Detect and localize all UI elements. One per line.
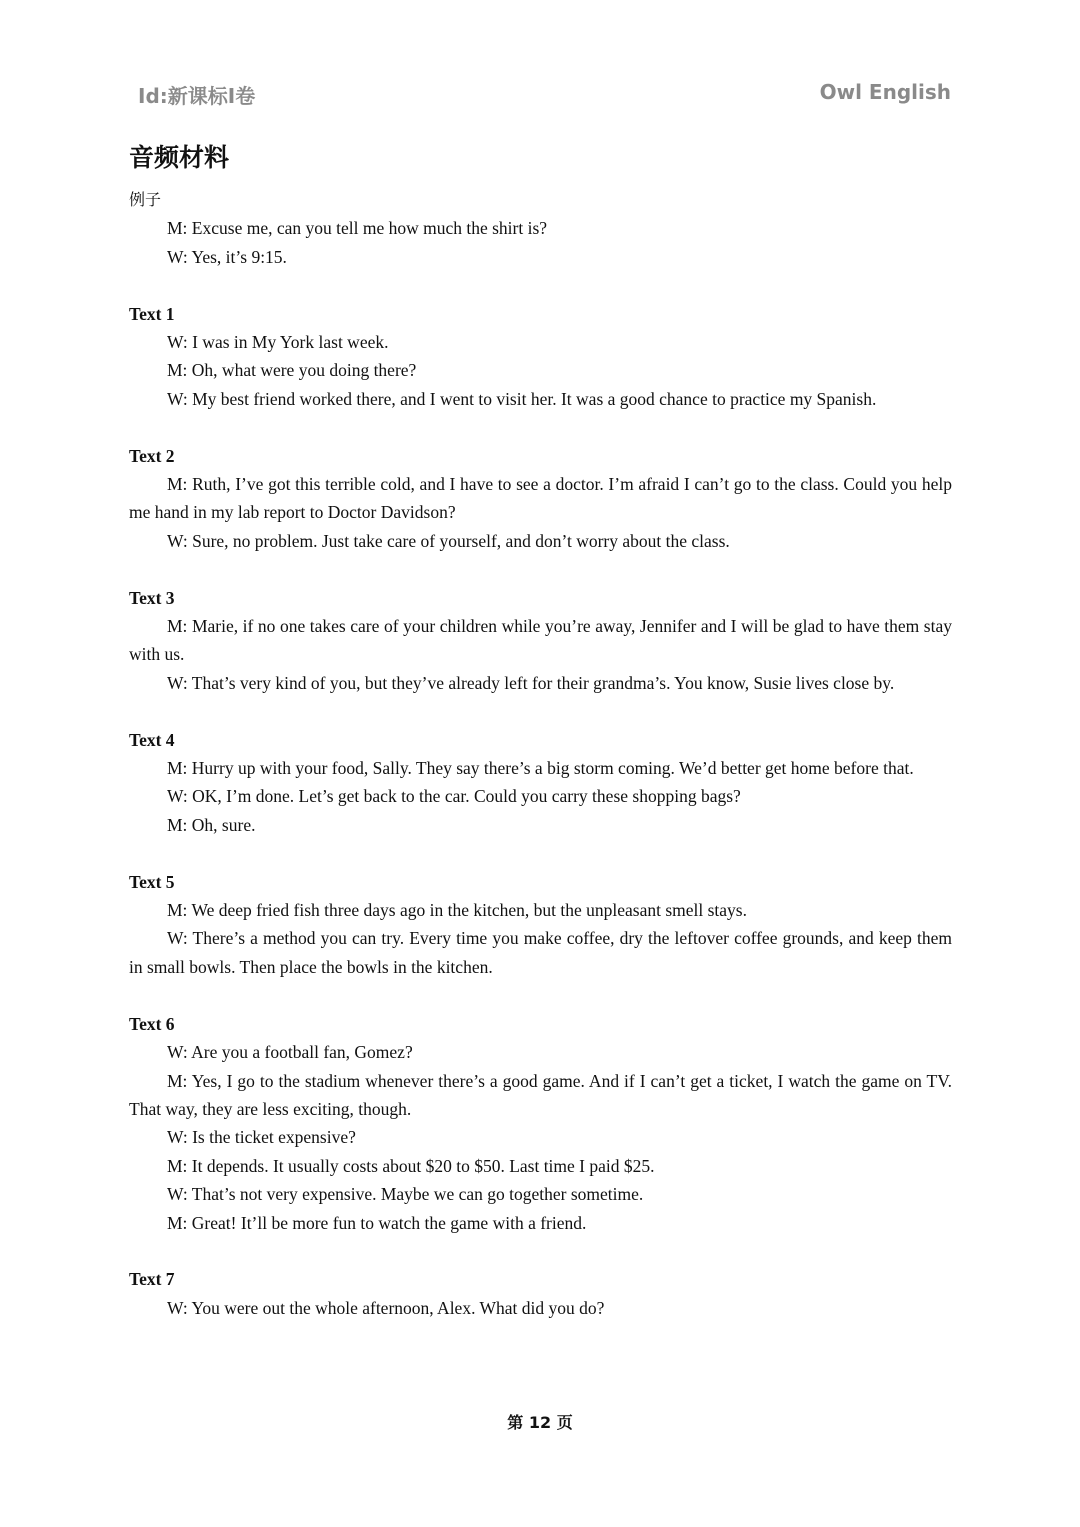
dialogue-line: M: Ruth, I’ve got this terrible cold, and I have to see a doctor. I’m afraid I can’t go to the class. Could you help me hand in my lab report to Doctor Davidson? [129,474,952,523]
dialogue-line: M: Great! It’ll be more fun to watch the game with a friend. [167,1212,587,1233]
text-section-6 [129,1010,952,1237]
dialogue-line: M: Oh, sure. [167,814,256,835]
section-title: Text 7 [129,1269,175,1290]
header-right-brand: Owl English [819,80,951,104]
dialogue-line: W: Are you a football fan, Gomez? [167,1042,413,1063]
text-section-5 [129,868,952,982]
section-title: Text 2 [129,445,175,466]
text-section-2 [129,442,952,556]
dialogue-line: W: That’s very kind of you, but they’ve already left for their grandma’s. You know, Susie lives close by. [167,672,895,693]
dialogue-line: W: Yes, it’s 9:15. [167,246,287,267]
example-label: 例子 [129,190,162,209]
dialogue-line: M: Marie, if no one takes care of your children while you’re away, Jennifer and I will be glad to have them stay with us. [129,616,952,665]
dialogue-line: M: Hurry up with your food, Sally. They say there’s a big storm coming. We’d better get home before that. [167,758,914,779]
text-section-4 [129,726,952,840]
text-section-3 [129,584,952,698]
dialogue-line: M: We deep fried fish three days ago in the kitchen, but the unpleasant smell stays. [167,900,747,921]
section-title: Text 5 [129,871,175,892]
dialogue-line: M: Oh, what were you doing there? [167,360,417,381]
transcript-body [129,186,952,1322]
section-title: Text 6 [129,1013,175,1034]
section-title: Text 3 [129,587,175,608]
dialogue-line: M: Excuse me, can you tell me how much the shirt is? [167,218,548,239]
dialogue-line: M: It depends. It usually costs about $20 to $50. Last time I paid $25. [167,1155,655,1176]
dialogue-line: W: You were out the whole afternoon, Alex. What did you do? [167,1297,605,1318]
section-title: Text 1 [129,303,175,324]
dialogue-line: W: My best friend worked there, and I went to visit her. It was a good chance to practice my Spanish. [167,388,877,409]
text-section-1 [129,300,952,414]
dialogue-line: W: There’s a method you can try. Every time you make coffee, dry the leftover coffee grounds, and keep them in small bowls. Then place the bowls in the kitchen. [129,928,952,977]
example-block [129,186,952,271]
dialogue-line: W: OK, I’m done. Let’s get back to the car. Could you carry these shopping bags? [167,786,741,807]
dialogue-line: W: That’s not very expensive. Maybe we can go together sometime. [167,1184,644,1205]
page-title: 音频材料 [129,143,230,172]
page-number: 第 12 页 [507,1413,573,1432]
text-section-7 [129,1265,952,1322]
dialogue-line: M: Yes, I go to the stadium whenever there’s a good game. And if I can’t get a ticket, I watch the game on TV. That way, they are less exciting, though. [129,1070,952,1119]
header-left-label: Id:新课标I卷 [138,84,256,108]
section-title: Text 4 [129,729,175,750]
dialogue-line: W: Is the ticket expensive? [167,1127,356,1148]
dialogue-line: W: Sure, no problem. Just take care of yourself, and don’t worry about the class. [167,530,730,551]
dialogue-line: W: I was in My York last week. [167,332,389,353]
